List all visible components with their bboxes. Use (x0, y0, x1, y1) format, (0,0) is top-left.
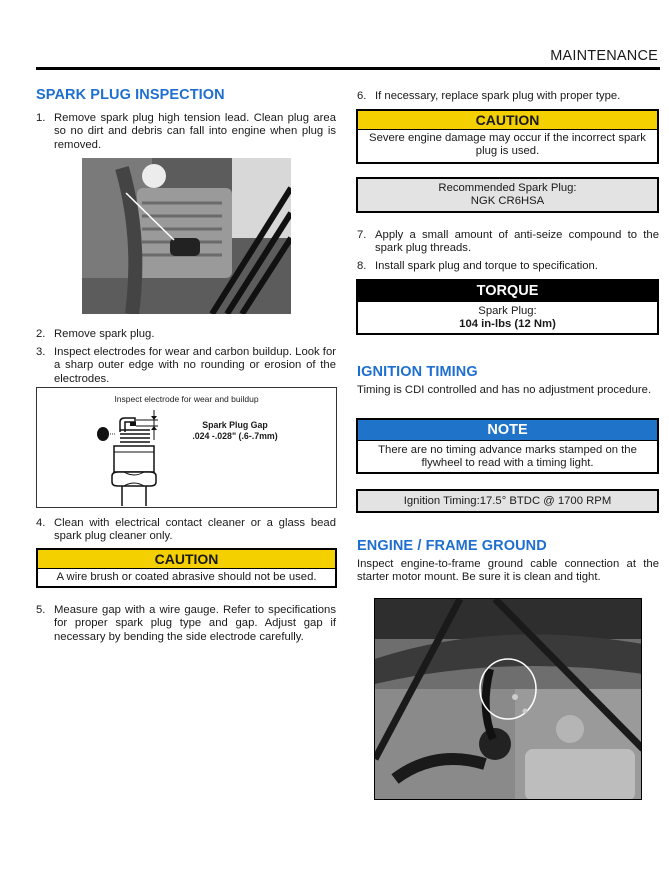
caution-title: CAUTION (38, 550, 335, 569)
spark-plug-gap-diagram (36, 387, 337, 508)
step-text: Measure gap with a wire gauge. Refer to specifications for proper spark plug type and gap. Adjust gap if necessary by bending the side electrode carefully. (54, 604, 336, 643)
caution-title: CAUTION (358, 111, 657, 130)
ignition-timing-text: Timing is CDI controlled and has no adjustment procedure. (357, 384, 652, 396)
section-title-ignition-timing: IGNITION TIMING (357, 364, 478, 380)
step-text: Inspect electrodes for wear and carbon buildup. Look for a sharp outer edge with no rounding or erosion of the electrodes. (54, 346, 336, 385)
step-2 (36, 328, 336, 341)
gap-value: .024 -.028" (.6-.7mm) (192, 430, 278, 441)
note-title: NOTE (358, 420, 657, 441)
spark-plug-icon (92, 408, 172, 506)
ground-cable-photo (374, 598, 642, 800)
torque-title: TORQUE (358, 281, 657, 302)
step-number: 2. (36, 328, 46, 340)
note-text: There are no timing advance marks stamped on the flywheel to read with a timing light. (378, 444, 637, 470)
step-number: 5. (36, 604, 46, 616)
torque-box (356, 279, 659, 335)
step-number: 8. (357, 260, 367, 272)
section-title-engine-frame-ground: ENGINE / FRAME GROUND (357, 538, 547, 554)
engine-photo-illustration (82, 158, 291, 314)
step-number: 1. (36, 112, 46, 124)
step-text: Install spark plug and torque to specification. (375, 260, 598, 272)
step-5 (36, 604, 336, 644)
recommended-spark-plug-box (356, 177, 659, 213)
ground-cable-illustration (375, 599, 642, 800)
step-4 (36, 517, 336, 544)
gap-label (183, 420, 287, 441)
page-header-title: MAINTENANCE (550, 48, 658, 64)
step-number: 7. (357, 229, 367, 241)
step-8 (357, 260, 659, 273)
engine-frame-ground-text: Inspect engine-to-frame ground cable connection at the starter motor mount. Be sure it is clean and tight. (357, 558, 659, 584)
step-6 (357, 90, 659, 103)
section-title-spark-plug-inspection: SPARK PLUG INSPECTION (36, 87, 225, 103)
ignition-timing-spec: Ignition Timing:17.5° BTDC @ 1700 RPM (356, 489, 659, 513)
caution-text: A wire brush or coated abrasive should not be used. (56, 571, 317, 583)
step-text: If necessary, replace spark plug with proper type. (375, 90, 621, 102)
torque-label: Spark Plug: (478, 305, 537, 317)
recommended-label: Recommended Spark Plug: (438, 182, 577, 194)
caution-text: Severe engine damage may occur if the incorrect spark plug is used. (369, 132, 646, 158)
step-number: 3. (36, 346, 46, 358)
step-number: 4. (36, 517, 46, 529)
torque-value: 104 in-lbs (12 Nm) (459, 318, 556, 331)
step-text: Remove spark plug high tension lead. Clean plug area so no dirt and debris can fall into engine when plug is removed. (54, 112, 336, 151)
spark-plug-location-photo (82, 158, 291, 314)
diagram-caption: Inspect electrode for wear and buildup (114, 394, 259, 404)
recommended-value: NGK CR6HSA (470, 195, 545, 208)
step-text: Clean with electrical contact cleaner or a glass bead spark plug cleaner only. (54, 517, 336, 543)
step-text: Remove spark plug. (54, 328, 155, 340)
step-text: Apply a small amount of anti-seize compound to the spark plug threads. (375, 229, 659, 255)
caution-box-wire-brush (36, 548, 337, 588)
header-rule (36, 67, 660, 70)
caution-box-incorrect-plug (356, 109, 659, 164)
step-1 (36, 112, 336, 152)
step-7 (357, 229, 659, 256)
step-number: 6. (357, 90, 367, 102)
note-box-timing-marks (356, 418, 659, 474)
torque-body (358, 302, 657, 335)
step-3 (36, 346, 336, 386)
gap-title: Spark Plug Gap (202, 420, 268, 430)
